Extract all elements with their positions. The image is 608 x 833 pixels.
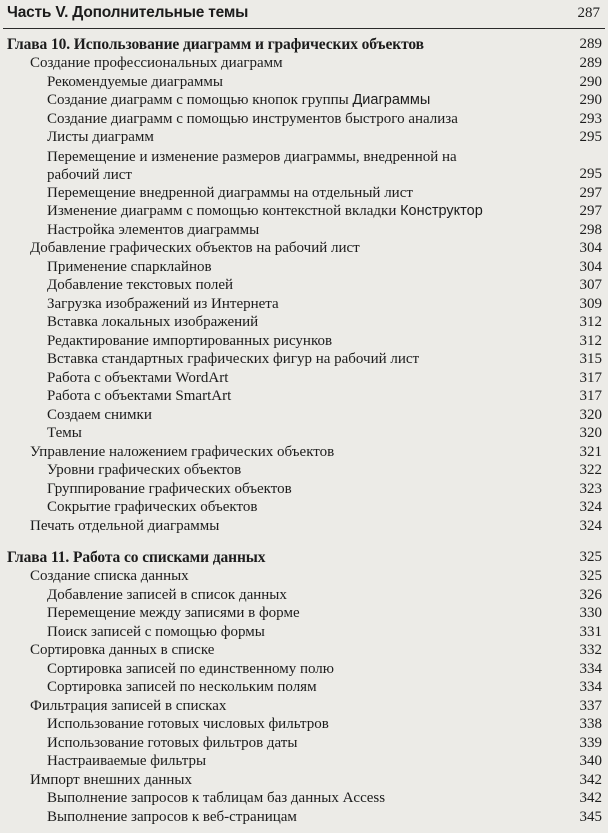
toc-subsection	[0, 351, 608, 370]
toc-page: 337	[579, 697, 602, 714]
toc-subsection	[0, 296, 608, 315]
toc-subsection	[0, 333, 608, 352]
chapter-title: Глава 11. Работа со списками данных	[7, 549, 266, 566]
toc-page: 320	[579, 406, 602, 423]
toc-subsection	[0, 92, 608, 111]
toc-section	[0, 55, 608, 74]
toc-section	[0, 444, 608, 463]
toc-section	[0, 698, 608, 717]
toc-label-ui-term: Конструктор	[400, 203, 483, 219]
toc-page: 315	[579, 351, 602, 367]
toc-page: 340	[579, 753, 602, 769]
toc-label: Листы диаграмм	[47, 129, 154, 145]
toc-subsection	[0, 129, 608, 148]
toc-page: 324	[579, 499, 602, 515]
toc-page: 290	[579, 73, 602, 90]
toc-subsection	[0, 277, 608, 296]
toc-page: 312	[579, 314, 602, 330]
toc-label: Добавление графических объектов на рабочий лист	[30, 240, 360, 256]
toc-subsection	[0, 370, 608, 389]
toc-subsection	[0, 314, 608, 333]
toc-label-ui-term: Диаграммы	[352, 92, 431, 108]
toc-label: Группирование графических объектов	[47, 480, 292, 497]
toc-page: 307	[579, 277, 602, 293]
toc-label: Работа с объектами SmartArt	[47, 388, 232, 404]
toc-subsection	[0, 203, 608, 222]
toc-label: Вставка локальных изображений	[47, 314, 259, 330]
toc-label: Сортировка данных в списке	[30, 642, 215, 658]
toc-page: 322	[579, 462, 602, 478]
toc-label: Сортировка записей по единственному полю	[47, 660, 334, 677]
toc-page: 342	[579, 771, 602, 788]
toc-subsection	[0, 716, 608, 735]
toc-subsection	[0, 587, 608, 606]
toc-page: 330	[579, 605, 602, 621]
toc-label: Сортировка записей по нескольким полям	[47, 679, 317, 695]
toc-subsection	[0, 605, 608, 624]
toc-label: Создание диаграмм с помощью кнопок группы	[47, 92, 353, 108]
toc-page: 317	[579, 388, 602, 404]
chapter-page: 325	[579, 549, 602, 565]
toc-label: Добавление текстовых полей	[47, 277, 234, 293]
toc-label: Загрузка изображений из Интернета	[47, 295, 279, 312]
toc-subsection	[0, 388, 608, 407]
toc-subsection	[0, 753, 608, 772]
toc-subsection	[0, 481, 608, 500]
chapter-heading	[0, 548, 608, 568]
toc-section	[0, 642, 608, 661]
toc-page: 298	[579, 221, 602, 238]
toc-subsection	[0, 222, 608, 241]
toc-subsection	[0, 407, 608, 426]
toc-subsection	[0, 499, 608, 518]
toc-subsection	[0, 790, 608, 809]
toc-page: 317	[579, 369, 602, 386]
toc-subsection	[0, 679, 608, 698]
toc-section	[0, 240, 608, 259]
toc-page: 325	[579, 568, 602, 584]
part-header	[0, 0, 608, 30]
chapter-title: Глава 10. Использование диаграмм и графических объектов	[7, 36, 424, 53]
toc-label: Применение спарклайнов	[47, 258, 212, 275]
toc-page: 324	[579, 517, 602, 534]
toc-label: Добавление записей в список данных	[47, 586, 287, 603]
toc-label: Уровни графических объектов	[47, 462, 242, 478]
toc-subsection	[0, 259, 608, 278]
toc-page: 295	[579, 166, 602, 182]
toc-page: 321	[579, 443, 602, 460]
toc-page: 312	[579, 332, 602, 349]
toc-label: Импорт внешних данных	[30, 771, 193, 788]
toc-page: 295	[579, 129, 602, 145]
toc-label: Работа с объектами WordArt	[47, 369, 229, 386]
toc-label: Фильтрация записей в списках	[30, 697, 227, 714]
table-of-contents	[0, 35, 608, 827]
toc-page: 297	[579, 203, 602, 219]
toc-page: 332	[579, 642, 602, 658]
toc-page: 334	[579, 679, 602, 695]
toc-section	[0, 518, 608, 537]
toc-page: 309	[579, 295, 602, 312]
toc-subsection	[0, 425, 608, 444]
part-page-number: 287	[577, 5, 600, 21]
toc-subsection	[0, 735, 608, 754]
toc-page: 334	[579, 660, 602, 677]
toc-label: Вставка стандартных графических фигур на рабочий лист	[47, 351, 420, 367]
toc-label: Использование готовых фильтров даты	[47, 734, 298, 751]
toc-page: 345	[579, 808, 602, 825]
toc-label: Выполнение запросов к таблицам баз данных Access	[47, 790, 386, 806]
toc-label: Печать отдельной диаграммы	[30, 517, 220, 534]
toc-page: 323	[579, 480, 602, 497]
toc-page: 326	[579, 586, 602, 603]
toc-label: Настройка элементов диаграммы	[47, 221, 260, 238]
toc-subsection	[0, 661, 608, 680]
toc-label: Изменение диаграмм с помощью контекстной вкладки	[47, 203, 401, 219]
toc-page: 297	[579, 184, 602, 201]
toc-subsection	[0, 462, 608, 481]
chapter-heading	[0, 35, 608, 55]
toc-label: Создание профессиональных диаграмм	[30, 55, 283, 71]
toc-label: Темы	[47, 425, 82, 441]
toc-label: Поиск записей с помощью формы	[47, 623, 265, 640]
toc-label: Создание диаграмм с помощью инструментов быстрого анализа	[47, 110, 458, 127]
toc-subsection	[0, 111, 608, 130]
toc-label: Создание списка данных	[30, 568, 189, 584]
toc-page: 342	[579, 790, 602, 806]
toc-page: 331	[579, 623, 602, 640]
toc-subsection	[0, 148, 608, 185]
toc-subsection	[0, 809, 608, 828]
toc-label: Перемещение внедренной диаграммы на отдельный лист	[47, 184, 413, 201]
toc-subsection	[0, 185, 608, 204]
toc-section	[0, 568, 608, 587]
toc-page: 339	[579, 734, 602, 751]
toc-label: Управление наложением графических объектов	[30, 443, 335, 460]
chapter-page: 289	[579, 36, 602, 52]
toc-page: 320	[579, 425, 602, 441]
toc-label: Сокрытие графических объектов	[47, 499, 258, 515]
toc-label: Редактирование импортированных рисунков	[47, 332, 333, 349]
toc-label-wrap	[47, 203, 483, 220]
toc-label: Выполнение запросов к веб-страницам	[47, 808, 297, 825]
toc-page: 338	[579, 716, 602, 732]
toc-page: 304	[579, 240, 602, 256]
toc-page: 290	[579, 92, 602, 108]
toc-label: Создаем снимки	[47, 406, 152, 423]
toc-page: 304	[579, 258, 602, 275]
toc-label: Использование готовых числовых фильтров	[47, 716, 329, 732]
toc-page: 289	[579, 55, 602, 71]
toc-subsection	[0, 624, 608, 643]
toc-section	[0, 772, 608, 791]
toc-label: Перемещение между записями в форме	[47, 605, 300, 621]
header-rule	[3, 28, 605, 29]
toc-subsection	[0, 74, 608, 93]
toc-label: Настраиваемые фильтры	[47, 753, 207, 769]
toc-label: Перемещение и изменение размеров диаграммы, внедренной на рабочий лист	[47, 148, 457, 183]
part-title: Часть V. Дополнительные темы	[7, 4, 249, 21]
toc-page: 293	[579, 110, 602, 127]
toc-label-wrap	[47, 92, 430, 109]
toc-label: Рекомендуемые диаграммы	[47, 73, 223, 90]
